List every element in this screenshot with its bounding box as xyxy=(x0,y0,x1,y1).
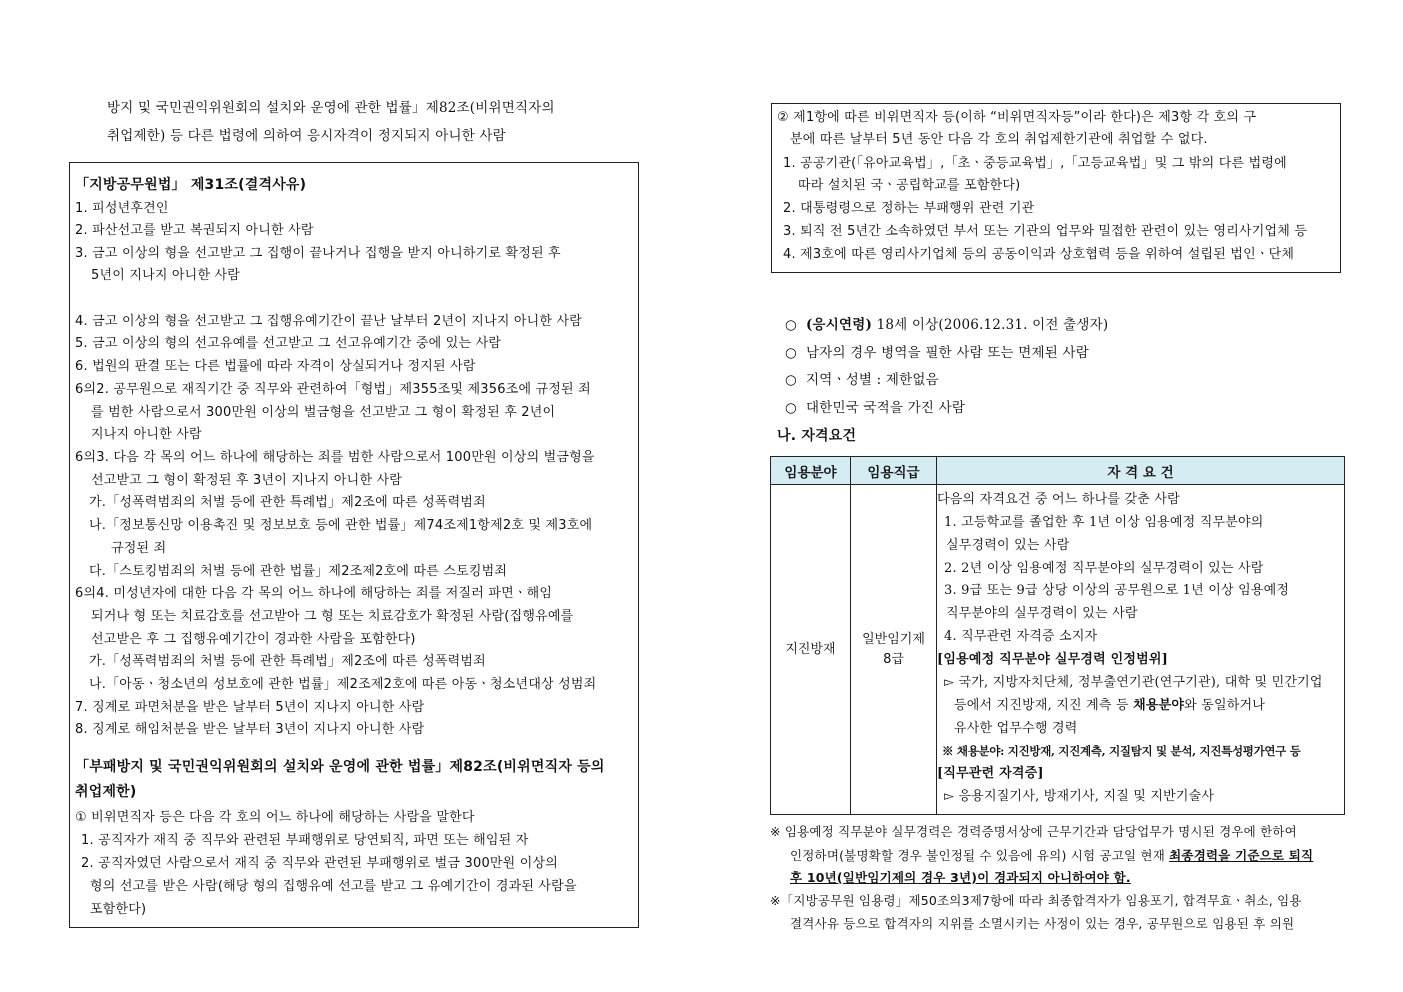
req-subheading: [임용예정 직무분야 실무경력 인정범위] xyxy=(937,652,1169,667)
art31-line: 선고받고 그 형이 확정된 후 3년이 지나지 아니한 사람 xyxy=(91,473,403,488)
table-header-row xyxy=(771,457,1345,485)
intro-line-1: 방지 및 국민권익위원회의 설치와 운영에 관한 법률」제82조(비위면직자의 xyxy=(107,100,555,116)
req-subheading: [직무관련 자격증] xyxy=(937,766,1044,781)
art31-line: 나.「아동ㆍ청소년의 성보호에 관한 법률」제2조제2호에 따른 아동ㆍ청소년대상 성범죄 xyxy=(89,677,597,692)
art31-line: 3. 금고 이상의 형을 선고받고 그 집행이 끝나거나 집행을 받지 아니하기로 확정된 후 xyxy=(75,246,561,261)
art31-line: 되거나 형 또는 치료감호를 선고받아 그 형 또는 치료감호가 확정된 사람(집행유예를 xyxy=(91,609,574,624)
box-line: 따라 설치된 국ㆍ공립학교를 포함한다) xyxy=(798,178,1021,193)
req-line: ▻ 응용지질기사, 방재기사, 지질 및 지반기술사 xyxy=(944,789,1215,804)
note-line: ※「지방공무원 임용령」제50조의3제7항에 따라 최종합격자가 임용포기, 합격무효ㆍ취소, 임용 xyxy=(770,893,1302,908)
art31-line: 지나지 아니한 사람 xyxy=(91,427,202,442)
req-note: ※ 채용분야: 지진방재, 지진계측, 지질탐지 및 분석, 지진특성평가연구 등 xyxy=(942,744,1301,758)
bullet-circle-icon: ○ xyxy=(785,317,797,333)
note-emphasis: 최종경력을 기준으로 퇴직 xyxy=(1169,848,1314,863)
req-line: 실무경력이 있는 사람 xyxy=(946,538,1070,553)
req-line: 1. 고등학교를 졸업한 후 1년 이상 임용예정 직무분야의 xyxy=(944,515,1264,530)
req-line xyxy=(954,697,1265,715)
art31-line: 6의2. 공무원으로 재직기간 중 직무와 관련하여「형법」제355조및 제356조에 규정된 죄 xyxy=(75,382,591,397)
eligibility-item-text: 남자의 경우 병역을 필한 사람 또는 면제된 사람 xyxy=(805,345,1089,361)
art31-line: 4. 금고 이상의 형을 선고받고 그 집행유예기간이 끝난 날부터 2년이 지나지 아니한 사람 xyxy=(75,314,583,329)
art31-line: 규정된 죄 xyxy=(111,541,167,556)
bullet-circle-icon: ○ xyxy=(785,400,797,416)
art31-line: 선고받은 후 그 집행유예기간이 경과한 사람을 포함한다) xyxy=(91,632,416,647)
eligibility-item-label: (응시연령) xyxy=(805,317,873,333)
art31-line: 다.「스토킹범죄의 처벌 등에 관한 법률」제2조제2호에 따른 스토킹범죄 xyxy=(89,564,508,579)
art31-line: 7. 징계로 파면처분을 받은 날부터 5년이 지나지 아니한 사람 xyxy=(75,700,425,715)
cell-grade xyxy=(851,485,937,815)
req-line: 유사한 업무수행 경력 xyxy=(954,721,1078,736)
header-field: 임용분야 xyxy=(771,457,851,485)
art31-line: 5. 금고 이상의 형의 선고유예를 선고받고 그 선고유예기간 중에 있는 사람 xyxy=(75,336,502,351)
art31-line: 6. 법원의 판결 또는 다른 법률에 따라 자격이 상실되거나 정지된 사람 xyxy=(75,359,476,374)
art31-line: 가.「성폭력범죄의 처벌 등에 관한 특례법」제2조에 따른 성폭력범죄 xyxy=(89,495,486,510)
art31-line: 1. 피성년후견인 xyxy=(75,201,169,216)
bullet-circle-icon: ○ xyxy=(785,372,797,388)
intro-line-2: 취업제한) 등 다른 법령에 의하여 응시자격이 정지되지 아니한 사람 xyxy=(107,128,506,144)
eligibility-item xyxy=(785,344,1089,362)
req-text: 와 동일하거나 xyxy=(1184,698,1266,713)
art31-line: 나.「정보통신망 이용촉진 및 정보보호 등에 관한 법률」제74조제1항제2호 및 제3호에 xyxy=(89,518,593,533)
header-grade: 임용직급 xyxy=(851,457,937,485)
eligibility-item-text: 18세 이상(2006.12.31. 이전 출생자) xyxy=(872,317,1109,333)
note-emphasis: 후 10년(일반임기제의 경우 3년)이 경과되지 아니하여야 함. xyxy=(790,870,1131,885)
box-line: 2. 대통령령으로 정하는 부패행위 관련 기관 xyxy=(783,201,1035,216)
box-line: ② 제1항에 따른 비위면직자 등(이하 “비위면직자등”이라 한다)은 제3항 각 호의 구 xyxy=(777,110,1257,125)
bullet-circle-icon: ○ xyxy=(785,345,797,361)
req-line: 다음의 자격요건 중 어느 하나를 갖춘 사람 xyxy=(937,492,1180,507)
art31-line: 5년이 지나지 아니한 사람 xyxy=(91,268,241,283)
art31-line: 8. 징계로 해임처분을 받은 날부터 3년이 지나지 아니한 사람 xyxy=(75,722,425,737)
art31-line: 6의3. 다음 각 목의 어느 하나에 해당하는 죄를 범한 사람으로서 100만원 이상의 벌금형을 xyxy=(75,450,595,465)
req-text: 등에서 지진방재, 지진 계측 등 xyxy=(954,698,1129,713)
req-line: 2. 2년 이상 임용예정 직무분야의 실무경력이 있는 사람 xyxy=(944,561,1264,576)
art31-line: 6의4. 미성년자에 대한 다음 각 목의 어느 하나에 해당하는 죄를 저질러 파면ㆍ해임 xyxy=(75,586,553,601)
eligibility-item xyxy=(785,399,965,417)
art82-line: 형의 선고를 받은 사람(해당 형의 집행유예 선고를 받고 그 유예기간이 경과된 사람을 xyxy=(90,879,577,894)
art82-title: 취업제한) xyxy=(75,784,137,800)
art31-line: 2. 파산선고를 받고 복권되지 아니한 사람 xyxy=(75,223,314,238)
art31-title: 「지방공무원법」 제31조(결격사유) xyxy=(75,177,307,193)
section-title: 나. 자격요건 xyxy=(777,428,857,444)
req-line: 4. 직무관련 자격증 소지자 xyxy=(944,629,1098,644)
eligibility-item xyxy=(785,316,1108,334)
req-line: 직무분야의 실무경력이 있는 사람 xyxy=(946,606,1138,621)
grade-line: 일반임기제 xyxy=(862,631,925,647)
box-line: 3. 퇴직 전 5년간 소속하였던 부서 또는 기관의 업무와 밀접한 관련이 있는 영리사기업체 등 xyxy=(783,224,1308,239)
eligibility-item xyxy=(785,371,939,389)
req-emphasis: 채용분야 xyxy=(1133,698,1185,713)
header-requirements: 자 격 요 건 xyxy=(937,457,1345,485)
cell-requirements xyxy=(937,485,1345,815)
table-row xyxy=(771,485,1345,815)
box-line: 4. 제3호에 따른 영리사기업체 등의 공동이익과 상호협력 등을 위하여 설립된 법인ㆍ단체 xyxy=(783,247,1295,262)
art82-line: ① 비위면직자 등은 다음 각 호의 어느 하나에 해당하는 사람을 말한다 xyxy=(75,810,475,825)
art31-line: 를 범한 사람으로서 300만원 이상의 벌금형을 선고받고 그 형이 확정된 후 2년이 xyxy=(91,405,556,420)
requirements-table xyxy=(770,456,1345,815)
note-text: 인정하며(불명확할 경우 불인정될 수 있음에 유의) 시험 공고일 현재 xyxy=(790,848,1165,863)
art82-title: 「부패방지 및 국민권익위원회의 설치와 운영에 관한 법률」제82조(비위면직자 등의 xyxy=(75,759,605,775)
art31-line: 가.「성폭력범죄의 처벌 등에 관한 특례법」제2조에 따른 성폭력범죄 xyxy=(89,654,486,669)
note-line xyxy=(790,847,1313,865)
req-line: ▻ 국가, 지방자치단체, 정부출연기관(연구기관), 대학 및 민간기업 xyxy=(944,675,1323,690)
art82-line: 포함한다) xyxy=(90,902,147,917)
art82-line: 1. 공직자가 재직 중 직무와 관련된 부패행위로 당연퇴직, 파면 또는 해임된 자 xyxy=(81,833,529,848)
cell-field: 지진방재 xyxy=(771,485,851,815)
eligibility-item-text: 지역ㆍ성별 : 제한없음 xyxy=(805,372,939,388)
req-line: 3. 9급 또는 9급 상당 이상의 공무원으로 1년 이상 임용예정 xyxy=(944,583,1290,598)
art82-line: 2. 공직자였던 사람으로서 재직 중 직무와 관련된 부패행위로 벌금 300만원 이상의 xyxy=(81,856,559,871)
box-line: 1. 공공기관(「유아교육법」,「초ㆍ중등교육법」,「고등교육법」및 그 밖의 다른 법령에 xyxy=(783,156,1287,171)
grade-line: 8급 xyxy=(883,651,904,667)
box-line: 분에 따른 날부터 5년 동안 다음 각 호의 취업제한기관에 취업할 수 없다. xyxy=(790,132,1208,147)
eligibility-item-text: 대한민국 국적을 가진 사람 xyxy=(805,400,966,416)
note-line: 결격사유 등으로 합격자의 지위를 소멸시키는 사정이 있는 경우, 공무원으로 임용된 후 의원 xyxy=(790,916,1295,931)
note-line: ※ 임용예정 직무분야 실무경력은 경력증명서상에 근무기간과 담당업무가 명시된 경우에 한하여 xyxy=(770,824,1297,839)
